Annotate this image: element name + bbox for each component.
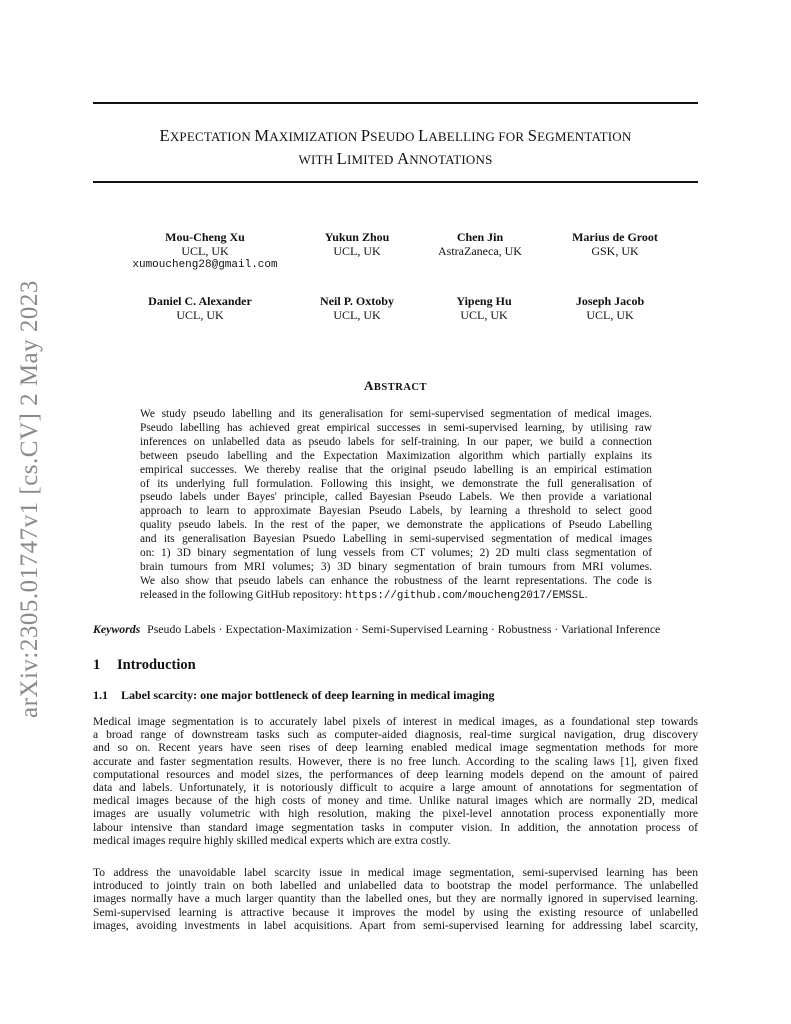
section-heading <box>93 657 196 674</box>
paragraph-line: and so on. Recent years have seen rises of deep learning enabled medical image segmentation methods for more <box>93 741 698 755</box>
author-name: Marius de Groot <box>572 230 658 244</box>
title-initial: A <box>397 149 410 168</box>
section-title: Introduction <box>117 657 196 673</box>
abstract-last-line-text: released in the following GitHub repository: <box>140 588 345 601</box>
body-paragraph <box>93 715 698 847</box>
title-line-2 <box>93 148 698 171</box>
paragraph-line: images normally have a much larger quantity than the labelled ones, but they are normally ignored in supervised learning. <box>93 892 698 906</box>
title-smallcaps: XPECTATION <box>169 129 255 144</box>
author-name: Neil P. Oxtoby <box>320 294 394 308</box>
abstract-line: inferences on unlabelled data as pseudo labels for self-training. In our paper, we build a connection <box>140 435 652 448</box>
author-name: Daniel C. Alexander <box>148 294 252 308</box>
title-smallcaps: SEUDO <box>370 129 419 144</box>
author-block <box>297 230 417 258</box>
abstract-line: between pseudo labelling and the Expectation Maximization algorithm which partially explains its <box>140 449 652 462</box>
title-initial: E <box>159 126 170 145</box>
abstract-heading <box>93 378 698 394</box>
repo-link[interactable]: https://github.com/moucheng2017/EMSSL <box>345 589 585 602</box>
abstract-heading-rest: BSTRACT <box>373 382 427 393</box>
abstract-line: pseudo labels under Bayes' principle, called Bayesian Pseudo Labels. We then provide a variational <box>140 491 652 504</box>
title-smallcaps: ABELLING FOR <box>428 129 528 144</box>
keywords-list: Pseudo Labels · Expectation-Maximization · Semi-Supervised Learning · Robustness · Variational Inference <box>147 622 661 636</box>
author-block <box>297 294 417 322</box>
paragraph-line: a broad range of downstream tasks such as computer-aided diagnosis, real-time surgical navigation, drug discovery <box>93 728 698 742</box>
author-block <box>550 294 670 322</box>
author-name: Mou-Cheng Xu <box>165 230 245 244</box>
title-initial: L <box>418 126 429 145</box>
paragraph-line: medical images because of the high costs of money and time. Unlike natural images which are normally 2D, medical <box>93 794 698 808</box>
paragraph-line: accurate and faster segmentation results. However, there is no free lunch. According to the scaling laws [1], given fixed <box>93 754 698 768</box>
abstract-line: of its underlying full formulation. Following this insight, we demonstrate the full generalisation of <box>140 477 652 490</box>
author-affiliation: AstraZaneca, UK <box>438 244 522 258</box>
abstract-heading-initial: A <box>364 378 374 393</box>
keywords-label: Keywords <box>93 622 141 636</box>
paragraph-line: computational resources and model sizes, the performances of deep learning models depend on the amount of paired <box>93 767 698 781</box>
paragraph-line: images are usually volumetric with high resolution, making the pixel-level annotation process exponentially more <box>93 807 698 821</box>
author-affiliation: UCL, UK <box>586 308 634 322</box>
section-number: 1 <box>93 657 101 673</box>
paragraph-line: medical images require highly skilled medical experts which are extra costly. <box>93 833 451 847</box>
bottom-rule <box>93 181 698 183</box>
author-block <box>555 230 675 258</box>
author-name: Yipeng Hu <box>456 294 512 308</box>
title-smallcaps: AXIMIZATION <box>269 129 361 144</box>
abstract-line: approach to learn to approximate Bayesian Pseudo Labels, by learning a threshold to select good <box>140 505 652 518</box>
abstract-line: and its generalisation Bayesian Psuedo Labelling in semi-supervised segmentation of medical images <box>140 533 652 546</box>
body-paragraph <box>93 866 698 932</box>
abstract-last-line-end: . <box>584 588 588 601</box>
author-affiliation: UCL, UK <box>333 244 381 258</box>
title-initial: L <box>336 149 347 168</box>
title-smallcaps: WITH <box>298 152 337 167</box>
abstract-line: on: 1) 3D binary segmentation of lung vessels from CT volumes; 2) 2D multi class segmentation of <box>140 547 652 560</box>
paragraph-line: To address the unavoidable label scarcity issue in medical image segmentation, semi-supervised learning has been <box>93 866 698 879</box>
author-block <box>420 230 540 258</box>
author-block <box>130 294 270 322</box>
abstract-line: Pseudo labelling has achieved great empirical successes in semi-supervised learning, by utilising raw <box>140 421 652 434</box>
abstract-line: brain tumours from MRI volumes; 3) 3D binary segmentation of brain tumours from MRI volumes. <box>140 560 652 573</box>
subsection-heading <box>93 688 495 703</box>
subsection-number: 1.1 <box>93 688 108 702</box>
abstract-line: quality pseudo labels. In the rest of the paper, we demonstrate the applications of Pseudo Labelling <box>140 519 652 532</box>
paragraph-line: Medical image segmentation is to accurately label pixels of interest in medical images, as a foundational step towards <box>93 715 698 728</box>
author-block <box>125 230 285 272</box>
title-initial: P <box>360 126 371 145</box>
abstract-line <box>140 589 652 604</box>
author-name: Chen Jin <box>456 230 504 244</box>
arxiv-stamp: arXiv:2305.01747v1 [cs.CV] 2 May 2023 <box>16 280 43 718</box>
subsection-title: Label scarcity: one major bottleneck of deep learning in medical imaging <box>121 688 495 702</box>
author-affiliation: GSK, UK <box>591 244 639 258</box>
paragraph-line: images, avoiding investments in label acquisitions. Apart from semi-supervised learning for addressing label scarcity, <box>93 918 698 932</box>
title-smallcaps: IMITED <box>346 152 398 167</box>
author-email[interactable]: xumoucheng28@gmail.com <box>132 259 278 271</box>
author-block <box>424 294 544 322</box>
title-smallcaps: NNOTATIONS <box>409 152 493 167</box>
author-affiliation: UCL, UK <box>460 308 508 322</box>
title-smallcaps: EGMENTATION <box>537 129 632 144</box>
abstract-line: We study pseudo labelling and its generalisation for semi-supervised segmentation of medical images. <box>140 408 652 420</box>
title-line-1 <box>93 125 698 148</box>
abstract-line: We also show that pseudo labels can enhance the robustness of the learnt representations. The code is <box>140 574 652 587</box>
author-affiliation: UCL, UK <box>181 244 229 258</box>
paper-title <box>93 125 698 171</box>
title-initial: S <box>527 126 538 145</box>
top-rule <box>93 102 698 104</box>
author-affiliation: UCL, UK <box>176 308 224 322</box>
author-affiliation: UCL, UK <box>333 308 381 322</box>
title-initial: M <box>254 126 270 145</box>
paragraph-line: introduced to jointly train on both labelled and unlabelled data to bootstrap the model performance. The unlabelled <box>93 879 698 893</box>
author-name: Yukun Zhou <box>324 230 390 244</box>
paragraph-line: data and labels. Unfortunately, it is notoriously difficult to acquire a large amount of annotations for segmentation of <box>93 781 698 795</box>
author-name: Joseph Jacob <box>575 294 645 308</box>
keywords <box>93 622 698 636</box>
paragraph-line: labour intensive than standard image segmentation tasks in computer vision. In addition, the annotation process of <box>93 820 698 834</box>
paragraph-line: Semi-supervised learning is attractive because it improves the model by using the existing resource of unlabelled <box>93 905 698 919</box>
abstract-line: empirical successes. We thereby realise that the original pseudo labelling is an empirical estimation <box>140 463 652 476</box>
abstract-body <box>140 408 652 604</box>
